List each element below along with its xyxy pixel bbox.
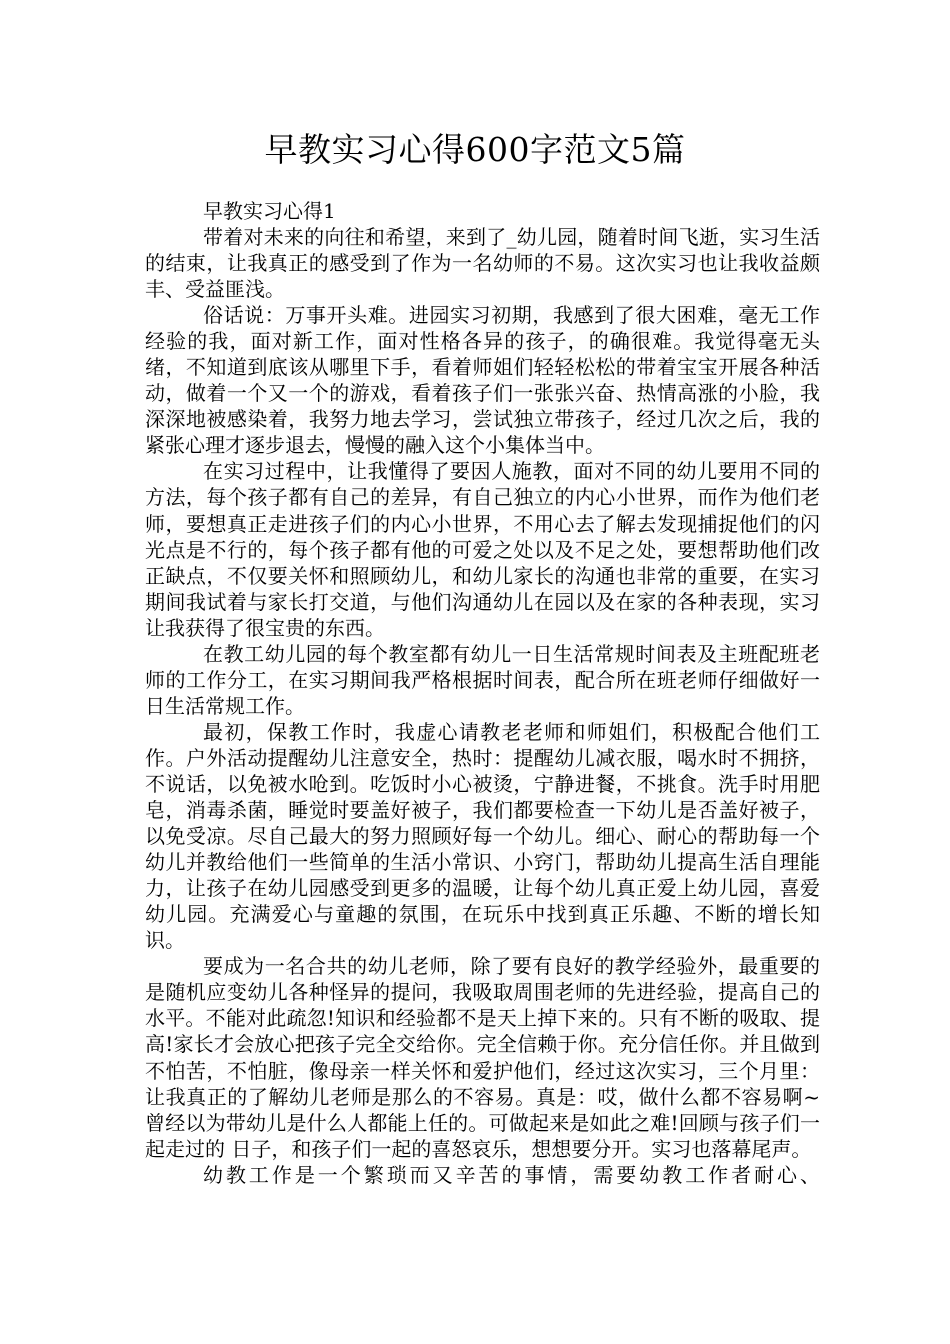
paragraph: 最初，保教工作时，我虚心请教老老师和师姐们，积极配合他们工作。户外活动提醒幼儿注意安全，热时：提醒幼儿减衣服，喝水时不拥挤，不说话，以免被水呛到。吃饭时小心被烫，宁静进餐，不挑食。洗手时用肥皂，消毒杀菌，睡觉时要盖好被子，我们都要检查一下幼儿是否盖好被子，以免受凉。尽自己最大的努力照顾好每一个幼儿。细心、耐心的帮助每一个幼儿并教给他们一些简单的生活小常识、小窍门，帮助幼儿提高生活自理能力，让孩子在幼儿园感受到更多的温暖，让每个幼儿真正爱上幼儿园，喜爱幼儿园。充满爱心与童趣的氛围，在玩乐中找到真正乐趣、不断的增长知识。 (145, 719, 820, 953)
section-heading: 早教实习心得1 (203, 199, 336, 223)
paragraph: 带着对未来的向往和希望，来到了_幼儿园，随着时间飞逝，实习生活的结束，让我真正的感受到了作为一名幼师的不易。这次实习也让我收益颇丰、受益匪浅。 (145, 225, 820, 302)
paragraph: 幼教工作是一个繁琐而又辛苦的事情，需要幼教工作者耐心、 (203, 1162, 820, 1187)
paragraph: 在实习过程中，让我懂得了要因人施教，面对不同的幼儿要用不同的方法，每个孩子都有自己的差异，有自己独立的内心小世界，而作为他们老师，要想真正走进孩子们的内心小世界，不用心去了解去发现捕捉他们的闪光点是不行的，每个孩子都有他的可爱之处以及不足之处，要想帮助他们改正缺点，不仅要关怀和照顾幼儿，和幼儿家长的沟通也非常的重要，在实习期间我试着与家长打交道，与他们沟通幼儿在园以及在家的各种表现，实习让我获得了很宝贵的东西。 (145, 459, 820, 640)
document-title: 早教实习心得600字范文5篇 (264, 130, 686, 169)
paragraph: 俗话说：万事开头难。进园实习初期，我感到了很大困难，毫无工作经验的我，面对新工作，面对性格各异的孩子，的确很难。我觉得毫无头绪，不知道到底该从哪里下手，看着师姐们轻轻松松的带着宝宝开展各种活动，做着一个又一个的游戏，看着孩子们一张张兴奋、热情高涨的小脸，我深深地被感染着，我努力地去学习，尝试独立带孩子，经过几次之后，我的紧张心理才逐步退去，慢慢的融入这个小集体当中。 (145, 303, 820, 458)
paragraph: 要成为一名合共的幼儿老师，除了要有良好的教学经验外，最重要的是随机应变幼儿各种怪异的提问，我吸取周围老师的先进经验，提高自己的水平。不能对此疏忽!知识和经验都不是天上掉下来的。只有不断的吸取、提高!家长才会放心把孩子完全交给你。完全信赖于你。充分信任你。并且做到不怕苦，不怕脏，像母亲一样关怀和爱护他们，经过这次实习，三个月里：让我真正的了解幼儿老师是那么的不容易。真是：哎，做什么都不容易啊~曾经以为带幼儿是什么人都能上任的。可做起来是如此之难!回顾与孩子们一起走过的 日子，和孩子们一起的喜怒哀乐，想想要分开。实习也落幕尾声。 (145, 954, 820, 1161)
document-body (145, 198, 820, 1188)
paragraph: 在教工幼儿园的每个教室都有幼儿一日生活常规时间表及主班配班老师的工作分工，在实习期间我严格根据时间表，配合所在班老师仔细做好一日生活常规工作。 (145, 641, 820, 718)
